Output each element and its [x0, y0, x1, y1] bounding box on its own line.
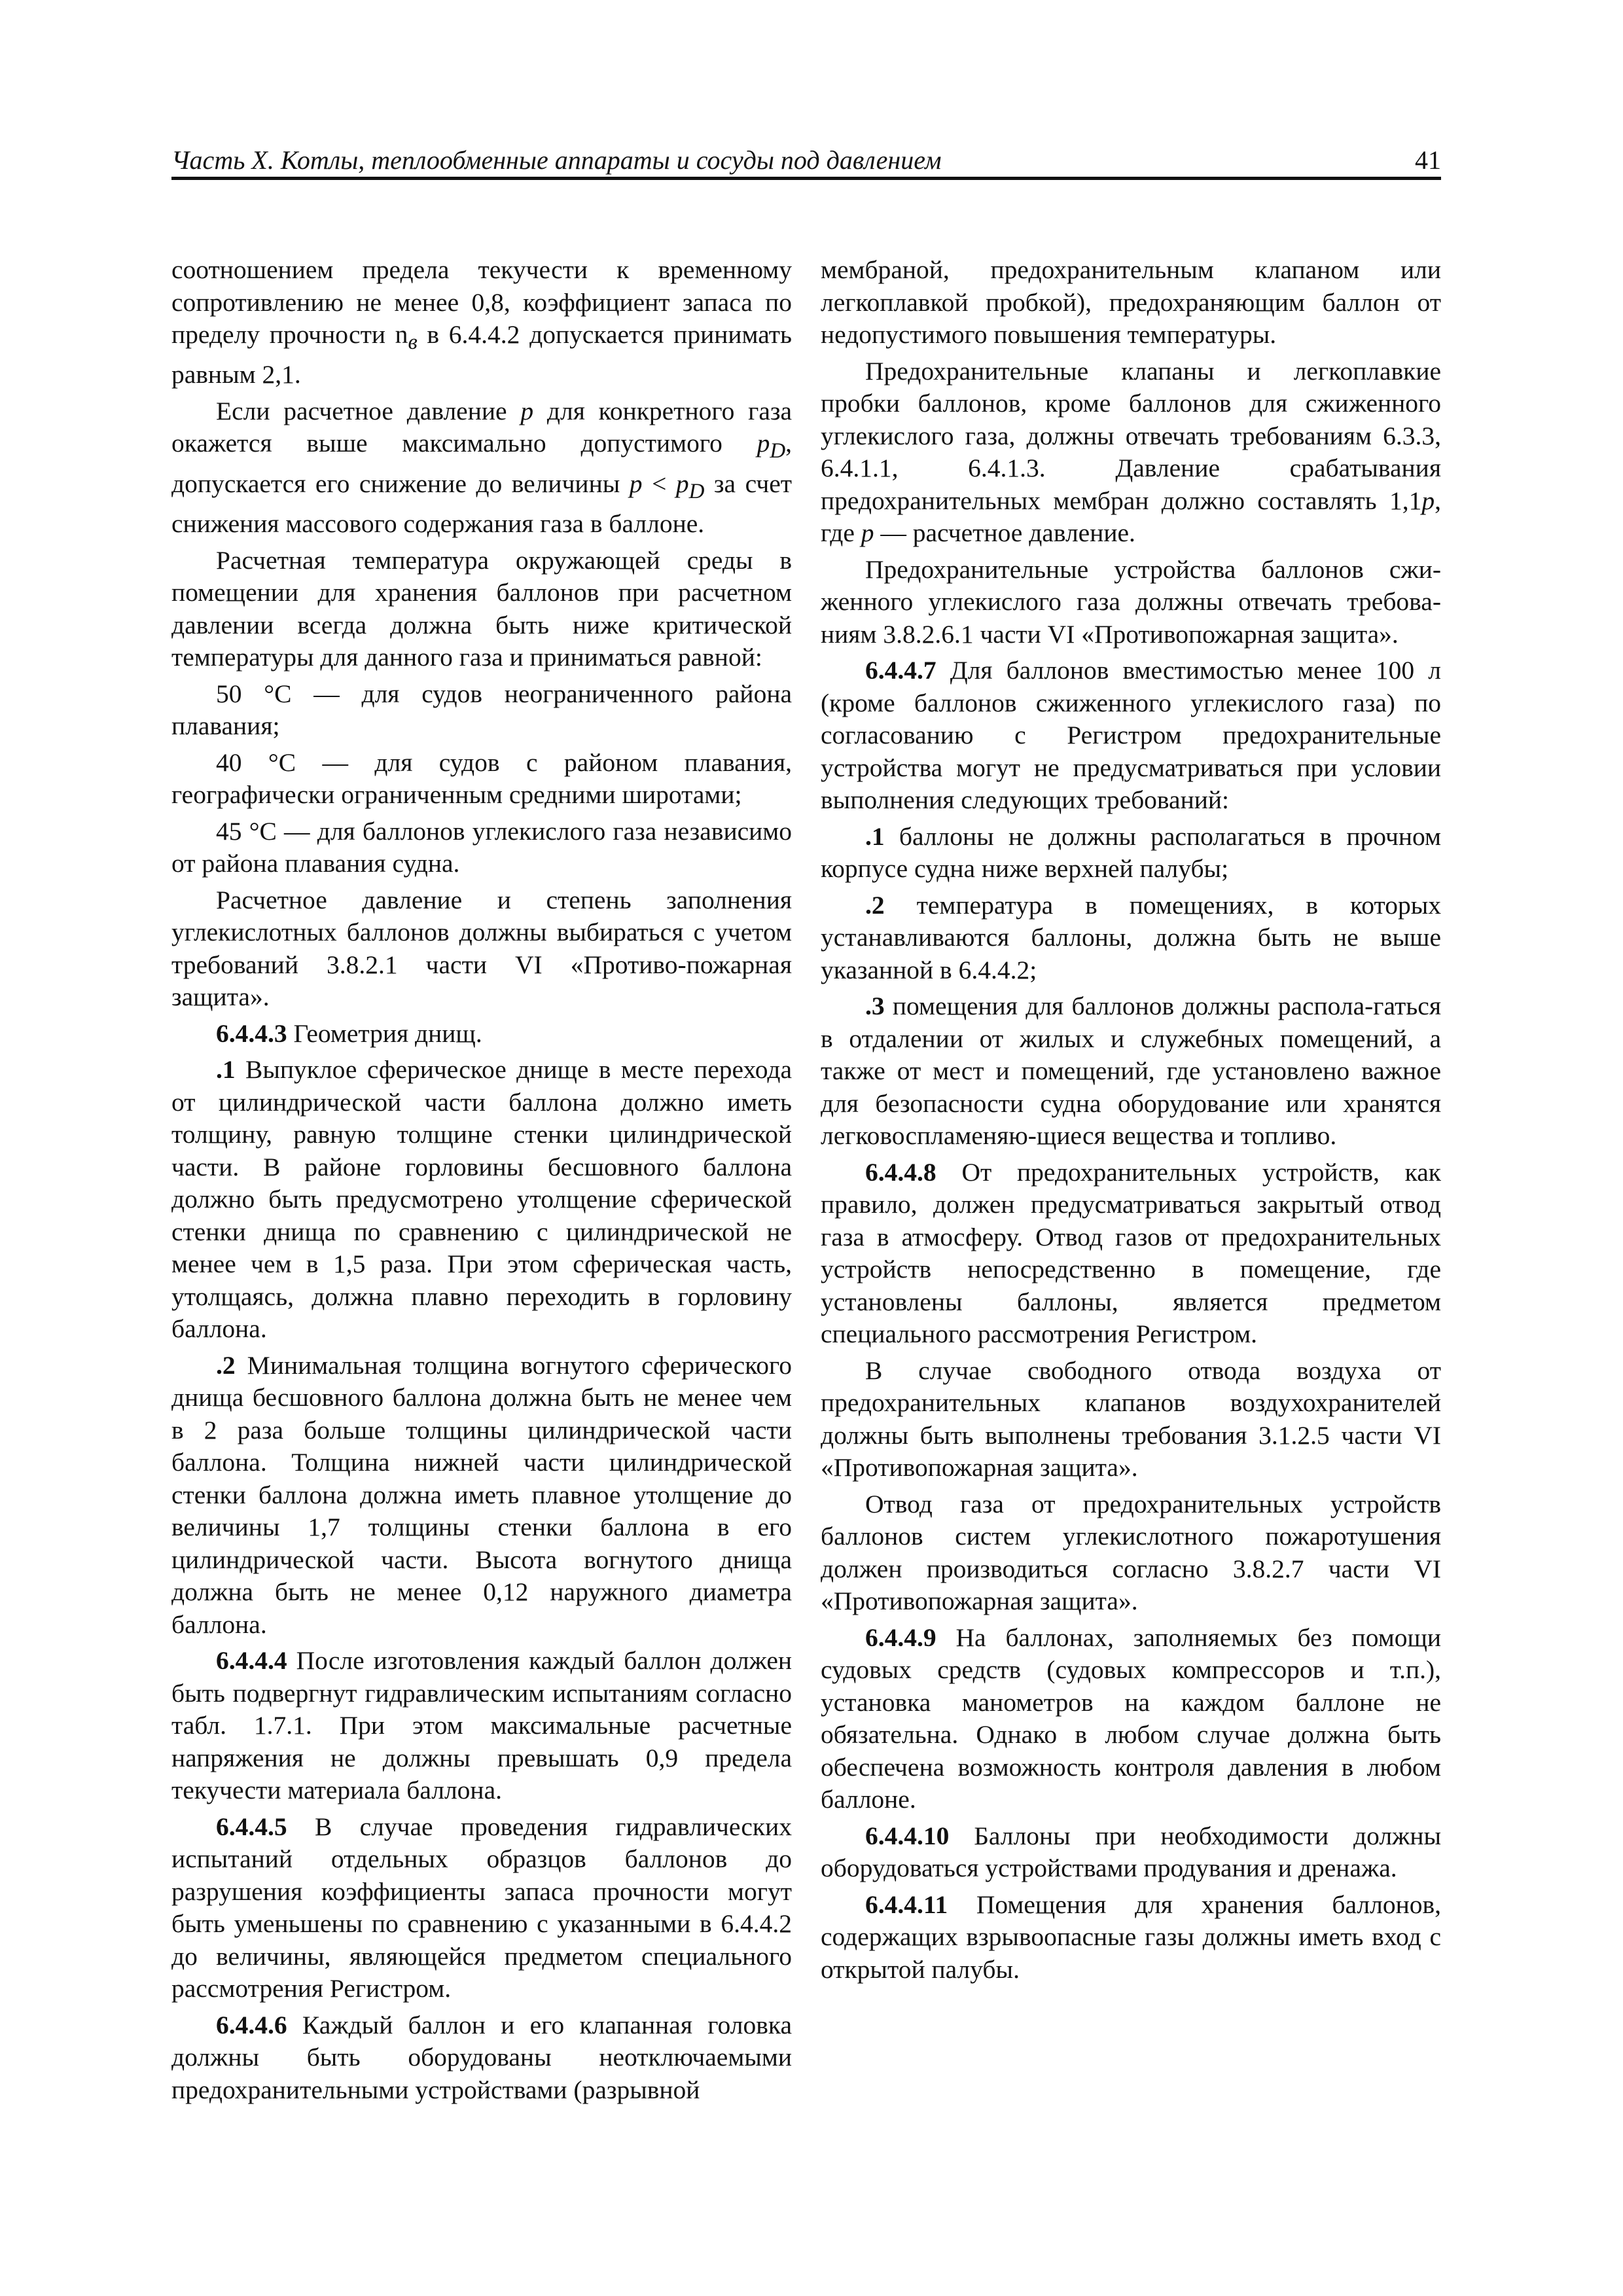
- paragraph: 6.4.4.8 От предохранительных устройств, как правило, должен предусматриваться закрытый отвод газа в атмосферу. Отвод газов от предохранительных устройств непосредственно в помещение, где установлены баллоны, является предметом специального рассмотрения Регистром.: [821, 1157, 1441, 1348]
- section-number: 6.4.4.5: [216, 1812, 287, 1841]
- paragraph: Предохранительные клапаны и легкоплавкие пробки баллонов, кроме баллонов для сжиженного углекислого газа, должны отвечать требованиям 6.3.3, 6.4.1.1, 6.4.1.3. Давление срабатывания предохранительных мембран должно составлять 1,1p, где p — расчетное давление.: [821, 356, 1441, 547]
- section-number: 6.4.4.11: [865, 1890, 948, 1919]
- paragraph: мембраной, предохранительным клапаном или легкоплавкой пробкой), предохраняющим баллон от недопустимого повышения температуры.: [821, 255, 1441, 349]
- paragraph: 6.4.4.6 Каждый баллон и его клапанная головка должны быть оборудованы неотключаемыми предохранительными устройствами (разрывной: [171, 2010, 792, 2104]
- paragraph: Отвод газа от предохранительных устройств баллонов систем углекислотного пожаротушения должен производиться согласно 3.8.2.7 части VI «Противопожарная защита».: [821, 1489, 1441, 1615]
- header-title: Часть X. Котлы, теплообменные аппараты и сосуды под давлением: [171, 145, 942, 175]
- paragraph: 6.4.4.4 После изготовления каждый баллон должен быть подвергнут гидравлическим испытаниям согласно табл. 1.7.1. При этом максимальные расчетные напряжения не должны превышать 0,9 предела текучести материала баллона.: [171, 1646, 792, 1805]
- section-number: 6.4.4.3: [216, 1018, 287, 1048]
- paragraph: В случае свободного отвода воздуха от предохранительных клапанов воздухохранителей должны быть выполнены требования 3.1.2.5 части VI «Противопожарная защита».: [821, 1355, 1441, 1482]
- item-number: .2: [865, 890, 885, 920]
- left-column: [171, 254, 792, 2110]
- paragraph: 6.4.4.7 Для баллонов вместимостью менее 100 л (кроме баллонов сжиженного углекислого газа) по согласованию с Регистром предохранительные устройства могут не предусматриваться при условии выполнения следующих требований:: [821, 656, 1441, 814]
- paragraph: 6.4.4.10 Баллоны при необходимости должны оборудоваться устройствами продувания и дренажа.: [821, 1821, 1441, 1882]
- right-column: [821, 254, 1441, 1990]
- paragraph: соотношением предела текучести к временному сопротивлению не менее 0,8, коэффициент запаса по пределу прочности $n_в$ в 6.4.4.2 допускается принимать равным 2,1.: [171, 255, 792, 389]
- paragraph: 50 °C — для судов неограниченного района плавания;: [171, 679, 792, 741]
- item-number: .3: [865, 992, 885, 1020]
- paragraph: 6.4.4.5 В случае проведения гидравлических испытаний отдельных образцов баллонов до разрушения коэффициенты запаса прочности могут быть уменьшены по сравнению с указанными в 6.4.4.2 до величины, являющейся предметом специального рассмотрения Регистром.: [171, 1812, 792, 2003]
- section-number: 6.4.4.9: [865, 1623, 936, 1652]
- paragraph: .2 температура в помещениях, в которых устанавливаются баллоны, должна быть не выше указанной в 6.4.4.2;: [821, 890, 1441, 984]
- section-number: 6.4.4.8: [865, 1157, 936, 1187]
- section-number: 6.4.4.7: [865, 656, 936, 685]
- header-rule: [171, 177, 1441, 180]
- paragraph: 40 °C — для судов с районом плавания, географически ограниченным средними широтами;: [171, 747, 792, 810]
- running-header: [171, 143, 1441, 179]
- paragraph: Если расчетное давление p для конкретного газа окажется выше максимально допустимого $p_D$, допускается его снижение до величины $p < p_D$ за счет снижения массового содержания газа в баллоне.: [171, 396, 792, 539]
- section-heading: 6.4.4.3 Геометрия днищ.: [216, 1018, 482, 1048]
- paragraph: .3 помещения для баллонов должны распола-гаться в отдалении от жилых и служебных помещений, а также от мест и помещений, где установлено важное для безопасности судна оборудование или хранятся легковоспламеняю-щиеся вещества и топливо.: [821, 992, 1441, 1150]
- section-number: 6.4.4.6: [216, 2010, 287, 2039]
- paragraph: Расчетная температура окружающей среды в помещении для хранения баллонов при расчетном давлении всегда должна быть ниже критической температуры для данного газа и приниматься равной:: [171, 545, 792, 672]
- paragraph: .1 Выпуклое сферическое днище в месте перехода от цилиндрической части баллона должно иметь толщину, равную толщине стенки цилиндрической части. В районе горловины бесшовного баллона должно быть предусмотрено утолщение сферической стенки днища по сравнению с цилиндрической не менее чем в 1,5 раза. При этом сферическая часть, утолщаясь, должна плавно переходить в горловину баллона.: [171, 1055, 792, 1344]
- paragraph: Предохранительные устройства баллонов сжи-женного углекислого газа должны отвечать требова-ниям 3.8.2.6.1 части VI «Противопожарная защита».: [821, 554, 1441, 649]
- paragraph: Расчетное давление и степень заполнения углекислотных баллонов должны выбираться с учетом требований 3.8.2.1 части VI «Противо-пожарная защита».: [171, 885, 792, 1012]
- item-number: .2: [216, 1350, 236, 1380]
- paragraph: 6.4.4.11 Помещения для хранения баллонов, содержащих взрывоопасные газы должны иметь вход с открытой палубы.: [821, 1890, 1441, 1984]
- section-number: 6.4.4.4: [216, 1646, 287, 1676]
- page-number: 41: [1415, 145, 1441, 175]
- item-number: .1: [865, 821, 885, 851]
- paragraph: .1 баллоны не должны располагаться в прочном корпусе судна ниже верхней палубы;: [821, 821, 1441, 883]
- paragraph: 6.4.4.9 На баллонах, заполняемых без помощи судовых средств (судовых компрессоров и т.п.), установка манометров на каждом баллоне не обязательна. Однако в любом случае должна быть обеспечена возможность контроля давления в любом баллоне.: [821, 1623, 1441, 1814]
- paragraph: .2 Минимальная толщина вогнутого сферического днища бесшовного баллона должна быть не менее чем в 2 раза больше толщины цилиндрической части баллона. Толщина нижней части цилиндрической стенки баллона должна иметь плавное утолщение до величины 1,7 толщины стенки баллона в его цилиндрической части. Высота вогнутого днища должна быть не менее 0,12 наружного диаметра баллона.: [171, 1350, 792, 1639]
- paragraph: 45 °C — для баллонов углекислого газа независимо от района плавания судна.: [171, 816, 792, 878]
- section-number: 6.4.4.10: [865, 1821, 950, 1850]
- item-number: .1: [216, 1055, 236, 1085]
